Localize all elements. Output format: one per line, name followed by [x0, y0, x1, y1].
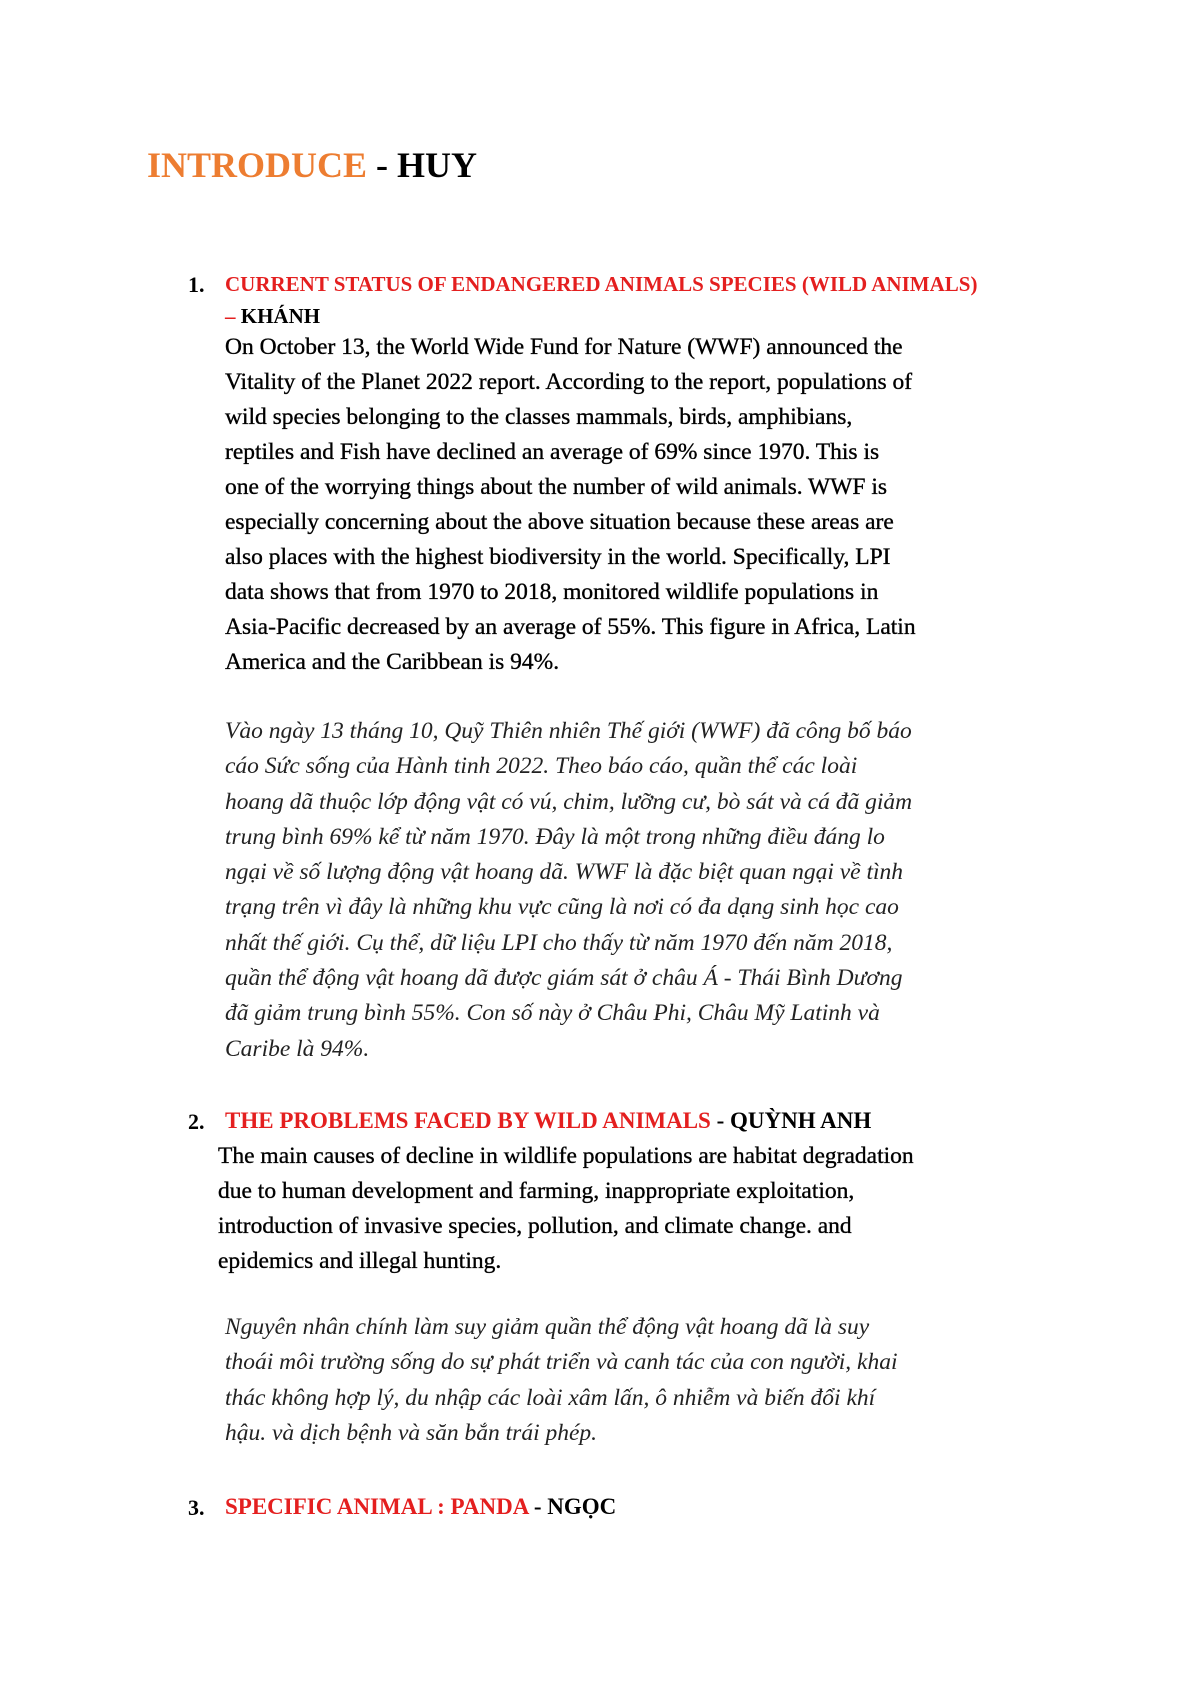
paragraph-line: The main causes of decline in wildlife populations are habitat degradation — [218, 1143, 914, 1169]
paragraph-line: đã giảm trung bình 55%. Con số này ở Châu Phi, Châu Mỹ Latinh và — [225, 1000, 880, 1027]
section-heading-text: THE PROBLEMS FACED BY WILD ANIMALS — [225, 1108, 717, 1133]
paragraph-line: America and the Caribbean is 94%. — [225, 649, 560, 675]
paragraph-line: hoang dã thuộc lớp động vật có vú, chim, lưỡng cư, bò sát và cá đã giảm — [225, 788, 913, 815]
paragraph-line: reptiles and Fish have declined an average of 69% since 1970. This is — [225, 439, 880, 465]
title-author: HUY — [397, 145, 478, 185]
section-heading — [225, 268, 985, 332]
section-heading-text: SPECIFIC ANIMAL : PANDA — [225, 1494, 534, 1519]
vietnamese-paragraph — [225, 1310, 1045, 1451]
paragraph-line: ngại về số lượng động vật hoang dã. WWF là đặc biệt quan ngại về tình — [225, 859, 904, 886]
section-number: 2. — [188, 1109, 205, 1134]
section-author-separator: – — [225, 304, 241, 328]
section-author: QUỲNH ANH — [730, 1108, 872, 1133]
english-paragraph — [218, 1139, 1078, 1279]
paragraph-line: introduction of invasive species, pollution, and climate change. and — [218, 1213, 852, 1239]
paragraph-line: cáo Sức sống của Hành tinh 2022. Theo báo cáo, quần thể các loài — [225, 753, 858, 780]
paragraph-line: Asia-Pacific decreased by an average of 55%. This figure in Africa, Latin — [225, 614, 916, 640]
paragraph-line: nhất thế giới. Cụ thể, dữ liệu LPI cho thấy từ năm 1970 đến năm 2018, — [225, 929, 893, 956]
paragraph-line: hậu. và dịch bệnh và săn bắn trái phép. — [225, 1419, 598, 1446]
section-author: NGỌC — [547, 1494, 617, 1519]
paragraph-line: epidemics and illegal hunting. — [218, 1248, 502, 1274]
vietnamese-paragraph — [225, 714, 1065, 1067]
section-number: 1. — [188, 272, 205, 297]
section-author-separator: - — [716, 1108, 731, 1133]
section-author-separator: - — [533, 1494, 548, 1519]
paragraph-line: trạng trên vì đây là những khu vực cũng là nơi có đa dạng sinh học cao — [225, 894, 899, 921]
document-title — [147, 143, 477, 187]
paragraph-line: thoái môi trường sống do sự phát triển và canh tác của con người, khai — [225, 1349, 898, 1376]
paragraph-line: also places with the highest biodiversity in the world. Specifically, LPI — [225, 544, 891, 570]
paragraph-line: On October 13, the World Wide Fund for Nature (WWF) announced the — [225, 334, 903, 360]
section-author: KHÁNH — [240, 304, 321, 328]
section-number: 3. — [188, 1495, 205, 1520]
paragraph-line: one of the worrying things about the number of wild animals. WWF is — [225, 474, 888, 500]
paragraph-line: wild species belonging to the classes mammals, birds, amphibians, — [225, 404, 853, 430]
paragraph-line: especially concerning about the above situation because these areas are — [225, 509, 894, 535]
paragraph-line: thác không hợp lý, du nhập các loài xâm lấn, ô nhiễm và biến đổi khí — [225, 1384, 876, 1411]
paragraph-line: Vitality of the Planet 2022 report. According to the report, populations of — [225, 369, 913, 395]
english-paragraph — [225, 330, 1085, 680]
paragraph-line: trung bình 69% kể từ năm 1970. Đây là một trong những điều đáng lo — [225, 823, 885, 850]
section-heading — [225, 1105, 871, 1137]
section-heading — [225, 1491, 616, 1523]
section-heading-text: CURRENT STATUS OF ENDANGERED ANIMALS SPECIES (WILD ANIMALS) — [225, 272, 978, 296]
paragraph-line: Nguyên nhân chính làm suy giảm quần thể động vật hoang dã là suy — [225, 1314, 870, 1340]
paragraph-line: Caribe là 94%. — [225, 1035, 370, 1062]
paragraph-line: data shows that from 1970 to 2018, monitored wildlife populations in — [225, 579, 879, 605]
paragraph-line: quần thể động vật hoang dã được giám sát ở châu Á - Thái Bình Dương — [225, 965, 903, 992]
paragraph-line: Vào ngày 13 tháng 10, Quỹ Thiên nhiên Thế giới (WWF) đã công bố báo — [225, 718, 912, 744]
paragraph-line: due to human development and farming, inappropriate exploitation, — [218, 1178, 855, 1204]
title-text: INTRODUCE — [147, 145, 368, 185]
title-separator: - — [367, 145, 398, 185]
